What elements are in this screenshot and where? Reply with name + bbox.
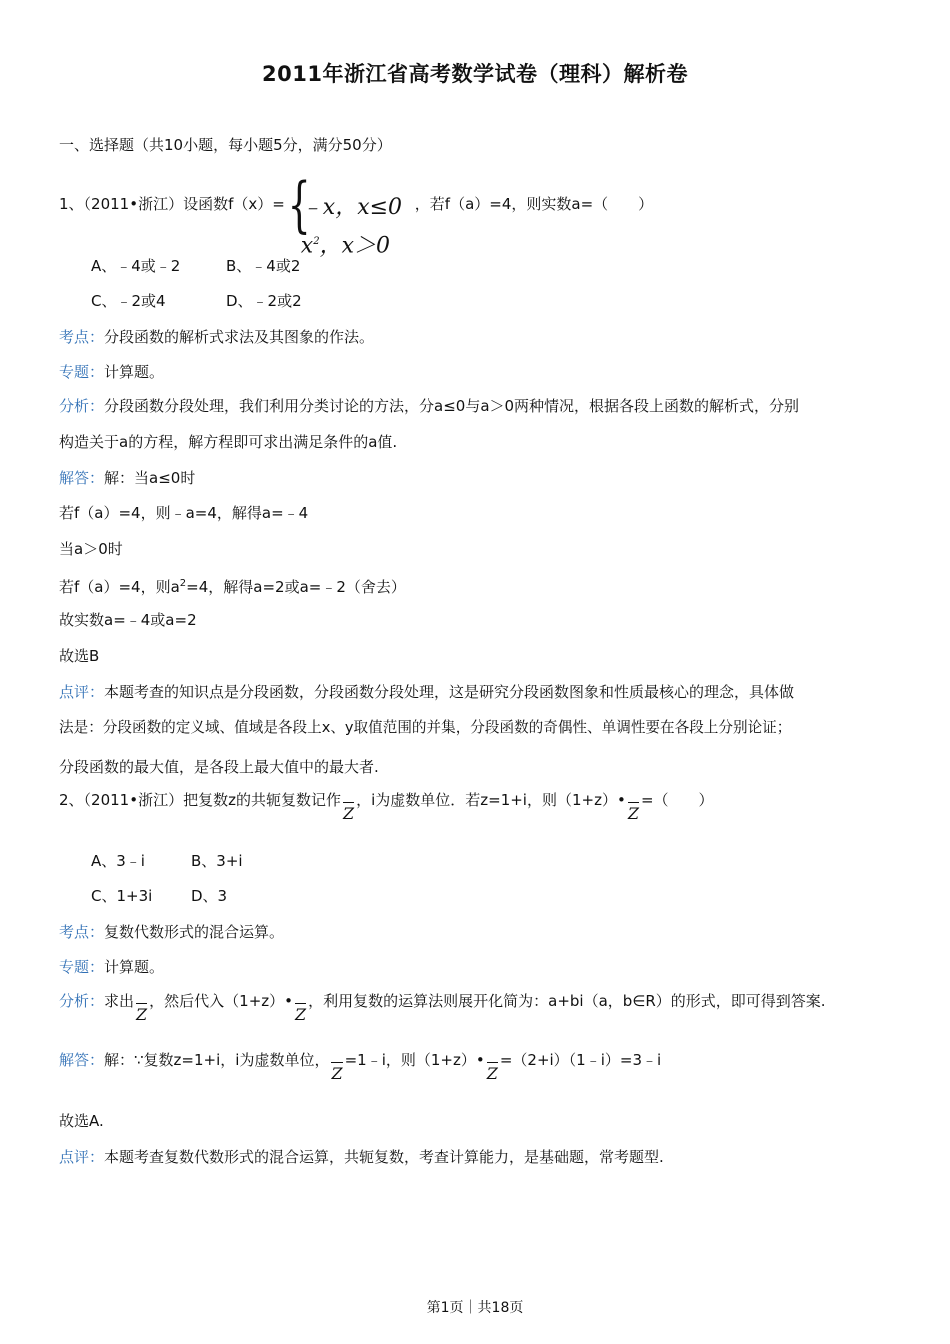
conjugate-z-symbol: Z [295,1005,307,1024]
q2-options-row2 [91,886,227,906]
jieda-line4-sup: 2 [179,578,187,589]
kaodian-text: 分段函数的解析式求法及其图象的作法。 [104,328,375,346]
q1-option-c: C、﹣2或4 [91,292,166,310]
jieda-line4-a: 若f（a）=4，则a [59,578,180,596]
conjugate-z-symbol: Z [331,1064,343,1083]
q1-jieda-line3: 当a＞0时 [59,540,123,558]
q1-zhuanti [59,362,164,382]
q1-stem-tail: ，若f（a）=4，则实数a=（ ） [414,195,654,213]
piece-bottom-exp: 2 [313,235,320,247]
q2-stem-b: ，i为虚数单位．若z=1+i，则（1+z）• [356,791,626,809]
q2-stem [59,790,714,824]
q2-kaodian [59,922,284,942]
q2-options-row1 [91,851,243,871]
fenxi-b: ，然后代入（1+z）• [149,992,293,1010]
fenxi-label: 分析： [59,397,105,415]
q1-jieda-line6: 故选B [59,647,100,665]
fenxi-text: 分段函数分段处理，我们利用分类讨论的方法，分a≤0与a＞0两种情况，根据各段上函数的解析式，分别 [104,397,800,415]
q1-jieda-line4 [59,574,406,597]
piece-bottom-rest: ，x＞0 [319,232,390,258]
dianping-label: 点评： [59,1148,105,1166]
jieda-c: =（2+i）（1﹣i）=3﹣i [499,1051,662,1069]
jieda-label: 解答： [59,469,105,487]
section-heading: 一、选择题（共10小题，每小题5分，满分50分） [59,136,392,154]
q2-option-d: D、3 [191,887,228,905]
q2-stem-a: 2、（2011•浙江）把复数z的共轭复数记作 [59,791,341,809]
q1-fenxi [59,396,799,416]
dianping-text: 本题考查的知识点是分段函数，分段函数分段处理，这是研究分段函数图象和性质最核心的理念，具体做 [104,683,795,701]
zhuanti-text: 计算题。 [104,958,165,976]
q1-dianping [59,682,794,702]
jieda-line4-b: =4，解得a=2或a=﹣2（舍去） [186,578,406,596]
jieda-text: 解：当a≤0时 [104,469,196,487]
zhuanti-text: 计算题。 [104,363,165,381]
kaodian-label: 考点： [59,923,105,941]
document-title: 2011年浙江省高考数学试卷（理科）解析卷 [262,62,688,86]
conjugate-z-symbol: Z [342,804,355,823]
q1-options-row1 [91,256,300,276]
kaodian-text: 复数代数形式的混合运算。 [104,923,285,941]
jieda-label: 解答： [59,1051,105,1069]
page-footer: 第1页｜共18页 [426,1300,524,1316]
q1-dianping-line2: 法是：分段函数的定义域、值域是各段上x、y取值范围的并集，分段函数的奇偶性、单调性要在各段上分别论证； [59,719,792,736]
jieda-b: =1﹣i，则（1+z）• [344,1051,485,1069]
piece-top: ﹣x，x≤0 [300,194,403,220]
q2-dianping [59,1147,664,1167]
q1-option-a: A、﹣4或﹣2 [91,257,181,275]
q1-jieda [59,468,195,488]
jieda-a: 解：∵复数z=1+i，i为虚数单位， [104,1051,330,1069]
q1-fenxi-cont: 构造关于a的方程，解方程即可求出满足条件的a值. [59,433,398,451]
zhuanti-label: 专题： [59,363,105,381]
kaodian-label: 考点： [59,328,105,346]
q2-zhuanti [59,957,164,977]
q1-jieda-line2: 若f（a）=4，则﹣a=4，解得a=﹣4 [59,504,309,522]
piecewise-function [285,169,415,258]
dianping-text: 本题考查复数代数形式的混合运算，共轭复数，考查计算能力，是基础题，常考题型. [104,1148,664,1166]
fenxi-c: ，利用复数的运算法则展开化简为：a+bi（a，b∈R）的形式，即可得到答案. [308,992,826,1010]
q1-options-row2 [91,291,302,311]
q1-stem [59,169,654,258]
q2-fenxi [59,991,826,1025]
q1-option-b: B、﹣4或2 [226,257,301,275]
zhuanti-label: 专题： [59,958,105,976]
fenxi-a: 求出 [104,992,135,1010]
piece-bottom [301,208,390,280]
piece-bottom-base: x [300,232,314,258]
brace-symbol: { [287,169,311,240]
q2-jieda-line2: 故选A. [59,1112,104,1130]
dianping-label: 点评： [59,683,105,701]
fenxi-label: 分析： [59,992,105,1010]
conjugate-z-symbol: Z [486,1064,498,1083]
q2-stem-c: =（ ） [640,791,714,809]
q1-jieda-line5: 故实数a=﹣4或a=2 [59,611,197,629]
conjugate-z-symbol: Z [136,1005,148,1024]
q2-jieda [59,1050,661,1084]
q1-option-d: D、﹣2或2 [226,292,302,310]
q2-option-a: A、3﹣i [91,852,145,870]
q1-kaodian [59,327,374,347]
q1-stem-text: 1、（2011•浙江）设函数f（x）= [59,195,285,213]
q2-option-c: C、1+3i [91,887,153,905]
q1-dianping-line3: 分段函数的最大值，是各段上最大值中的最大者. [59,758,379,776]
conjugate-z-symbol: Z [627,804,639,823]
q2-option-b: B、3+i [191,852,243,870]
